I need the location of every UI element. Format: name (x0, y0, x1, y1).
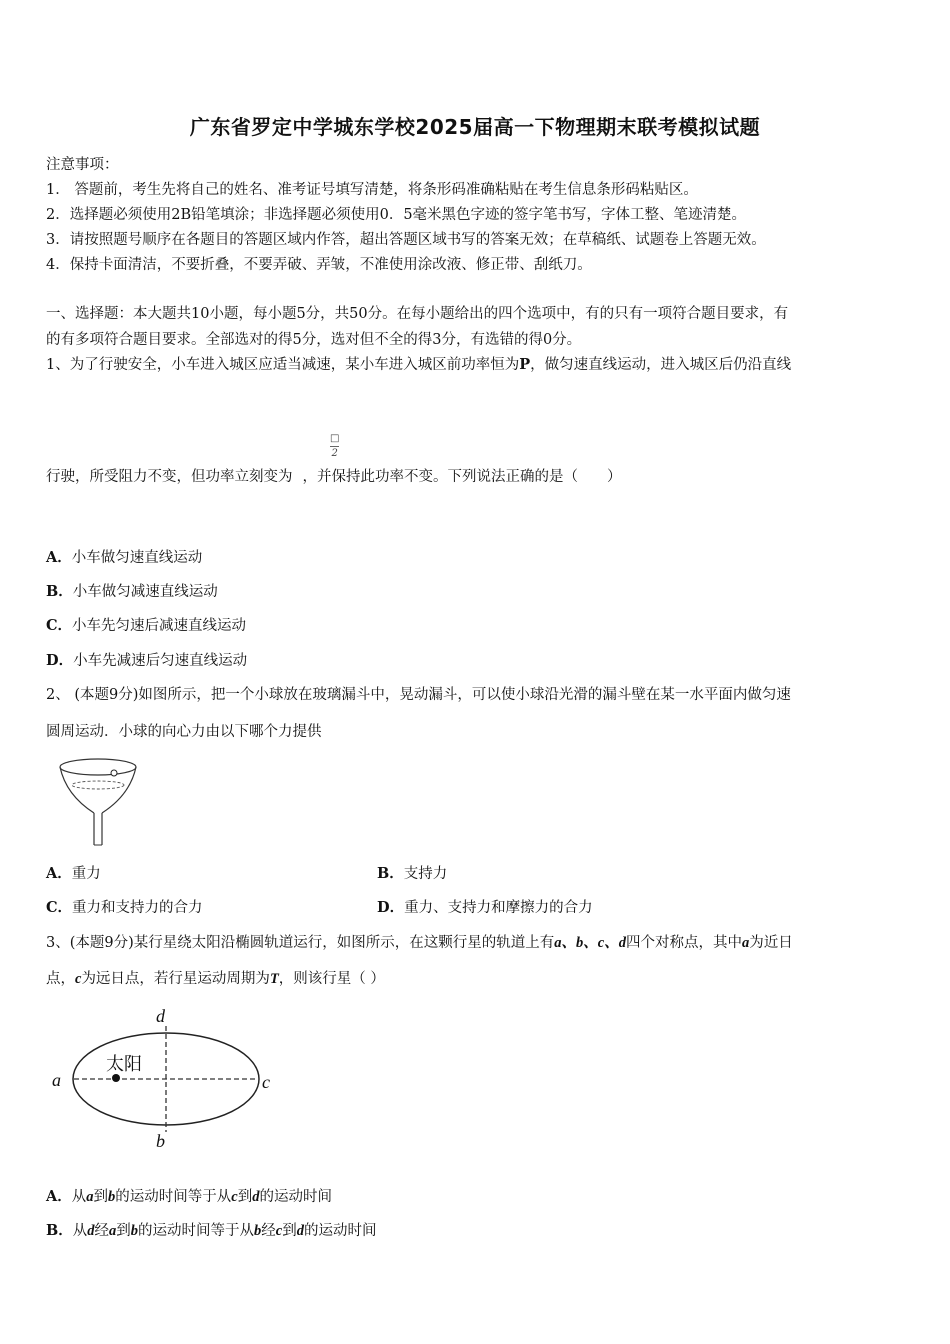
funnel-figure (56, 755, 142, 851)
q2-option-c: C．重力和支持力的合力 (46, 899, 203, 916)
notice-item-1: 1． 答题前，考生先将自己的姓名、准考证号填写清楚，将条形码准确粘贴在考生信息条形码粘贴区。 (46, 182, 698, 198)
q1-option-d: D．小车先减速后匀速直线运动 (46, 652, 248, 669)
point-b-label: b (156, 1131, 165, 1151)
q3-stem-line1: 3、(本题9分)某行星绕太阳沿椭圆轨道运行，如图所示，在这颗行星的轨道上有a、b、c、d四个对称点，其中a为近日 (46, 935, 793, 951)
point-d-label: d (156, 1006, 165, 1026)
sun-dot (112, 1074, 120, 1082)
section-intro-line2: 的有多项符合题目要求。全部选对的得5分，选对但不全的得3分，有选错的得0分。 (46, 332, 582, 348)
section-intro-line1: 一、选择题：本大题共10小题，每小题5分，共50分。在每小题给出的四个选项中，有的只有一项符合题目要求，有 (46, 306, 789, 322)
point-c-label: c (262, 1072, 270, 1092)
q2-stem-line2: 圆周运动．小球的向心力由以下哪个力提供 (46, 724, 322, 740)
q1-option-c: C．小车先匀速后减速直线运动 (46, 617, 247, 634)
q1-option-a: A．小车做匀速直线运动 (46, 549, 203, 566)
q3-option-b: B．从d经a到b的运动时间等于从b经c到d的运动时间 (46, 1222, 377, 1239)
notice-item-2: 2．选择题必须使用2B铅笔填涂；非选择题必须使用0．5毫米黑色字迹的签字笔书写，字体工整、笔迹清楚。 (46, 207, 747, 223)
q1-stem-line1: 1、为了行驶安全，小车进入城区应适当减速，某小车进入城区前功率恒为P，做匀速直线运动，进入城区后仍沿直线 (46, 356, 792, 373)
notice-item-3: 3．请按照题号顺序在各题目的答题区域内作答，超出答题区域书写的答案无效；在草稿纸、试题卷上答题无效。 (46, 232, 766, 248)
q2-stem-line1: 2、 (本题9分)如图所示，把一个小球放在玻璃漏斗中，晃动漏斗，可以使小球沿光滑的漏斗壁在某一水平面内做匀速 (46, 687, 791, 703)
fraction-numerator: □ (330, 433, 340, 444)
notice-item-4: 4．保持卡面清洁，不要折叠，不要弄破、弄皱，不准使用涂改液、修正带、刮纸刀。 (46, 257, 592, 273)
sun-label: 太阳 (106, 1054, 142, 1074)
q1-stem-line2: 行驶，所受阻力不变，但功率立刻变为 ，并保持此功率不变。下列说法正确的是（ ） (46, 469, 622, 485)
fraction-denominator: 2 (331, 448, 338, 459)
ball (111, 770, 117, 776)
q1-option-b: B．小车做匀减速直线运动 (46, 583, 218, 600)
q2-option-a: A．重力 (46, 865, 101, 882)
orbit-figure (44, 1000, 284, 1152)
q2-option-b: B．支持力 (377, 865, 448, 882)
q3-option-a: A．从a到b的运动时间等于从c到d的运动时间 (46, 1188, 332, 1205)
q3-stem-line2: 点，c为远日点，若行星运动周期为T，则该行星（ ） (46, 971, 385, 987)
q1-power-fraction (330, 432, 339, 460)
notice-heading: 注意事项： (46, 157, 119, 173)
q2-option-d: D．重力、支持力和摩擦力的合力 (377, 899, 593, 916)
point-a-label: a (52, 1070, 61, 1090)
page-title: 广东省罗定中学城东学校2025届高一下物理期末联考模拟试题 (189, 115, 761, 139)
